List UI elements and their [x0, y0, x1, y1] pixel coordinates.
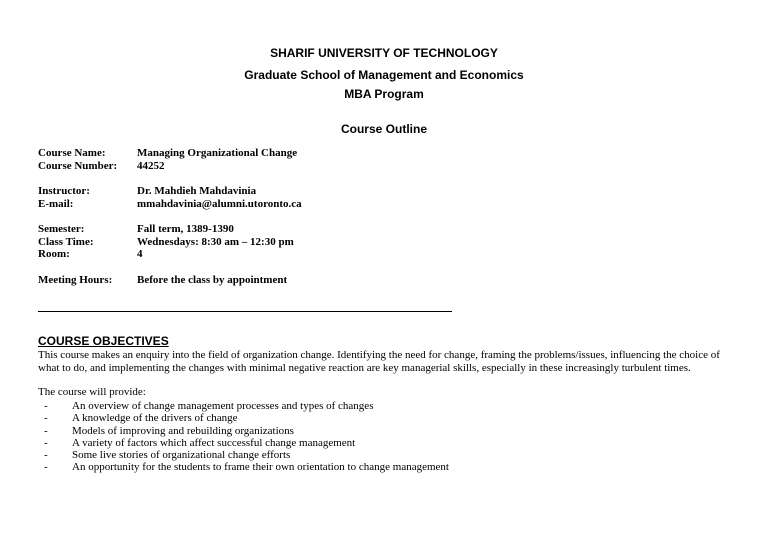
document-title: Course Outline — [340, 122, 427, 136]
objectives-intro — [38, 349, 738, 375]
course-number-value: 44252 — [137, 159, 165, 172]
objectives-intro-line: what to do, and implementing the changes with minimal negative reaction are key managerial skills, especially in these increasingly turbulent times. — [38, 362, 691, 374]
program-name: MBA Program — [344, 87, 424, 101]
semester-label: Semester: — [38, 223, 85, 235]
course-objectives-heading: COURSE OBJECTIVES — [38, 334, 169, 348]
course-number-label: Course Number: — [38, 159, 118, 172]
course-name-label: Course Name: — [38, 147, 106, 159]
objectives-list — [38, 400, 449, 474]
section-divider — [38, 311, 452, 312]
bullet-dash: - — [44, 461, 48, 474]
semester-value: Fall term, 1389-1390 — [137, 223, 234, 235]
university-name: SHARIF UNIVERSITY OF TECHNOLOGY — [270, 46, 498, 60]
meeting-hours-label: Meeting Hours: — [38, 274, 113, 286]
meeting-hours-value: Before the class by appointment — [137, 274, 288, 286]
list-item: - A knowledge of the drivers of change — [44, 412, 238, 425]
bullet-dash: - — [44, 412, 48, 425]
class-time-value: Wednesdays: 8:30 am – 12:30 pm — [137, 235, 294, 248]
list-item: - An overview of change management processes and types of changes — [44, 400, 374, 412]
email-value[interactable]: mmahdavinia@alumni.utoronto.ca — [137, 197, 302, 210]
class-time-label: Class Time: — [38, 235, 94, 248]
school-name: Graduate School of Management and Economics — [244, 68, 524, 82]
list-item: - An opportunity for the students to frame their own orientation to change management — [44, 461, 449, 474]
provide-intro: The course will provide: — [38, 386, 146, 398]
bullet-dash: - — [44, 436, 48, 449]
room-label: Room: — [38, 248, 70, 260]
room-value: 4 — [137, 248, 143, 260]
instructor-value: Dr. Mahdieh Mahdavinia — [137, 185, 257, 197]
objectives-intro-line: This course makes an enquiry into the field of organization change. Identifying the need for change, framing the problems/issues, influencing the choice of — [38, 349, 720, 361]
bullet-dash: - — [44, 424, 48, 437]
list-item: - Some live stories of organizational change efforts — [44, 449, 291, 462]
course-name-value: Managing Organizational Change — [137, 147, 298, 159]
list-item: - Models of improving and rebuilding organizations — [44, 424, 294, 437]
bullet-dash: - — [44, 400, 48, 412]
list-item: - A variety of factors which affect successful change management — [44, 436, 356, 449]
instructor-label: Instructor: — [38, 185, 90, 197]
email-label: E-mail: — [38, 197, 74, 210]
bullet-dash: - — [44, 449, 48, 462]
